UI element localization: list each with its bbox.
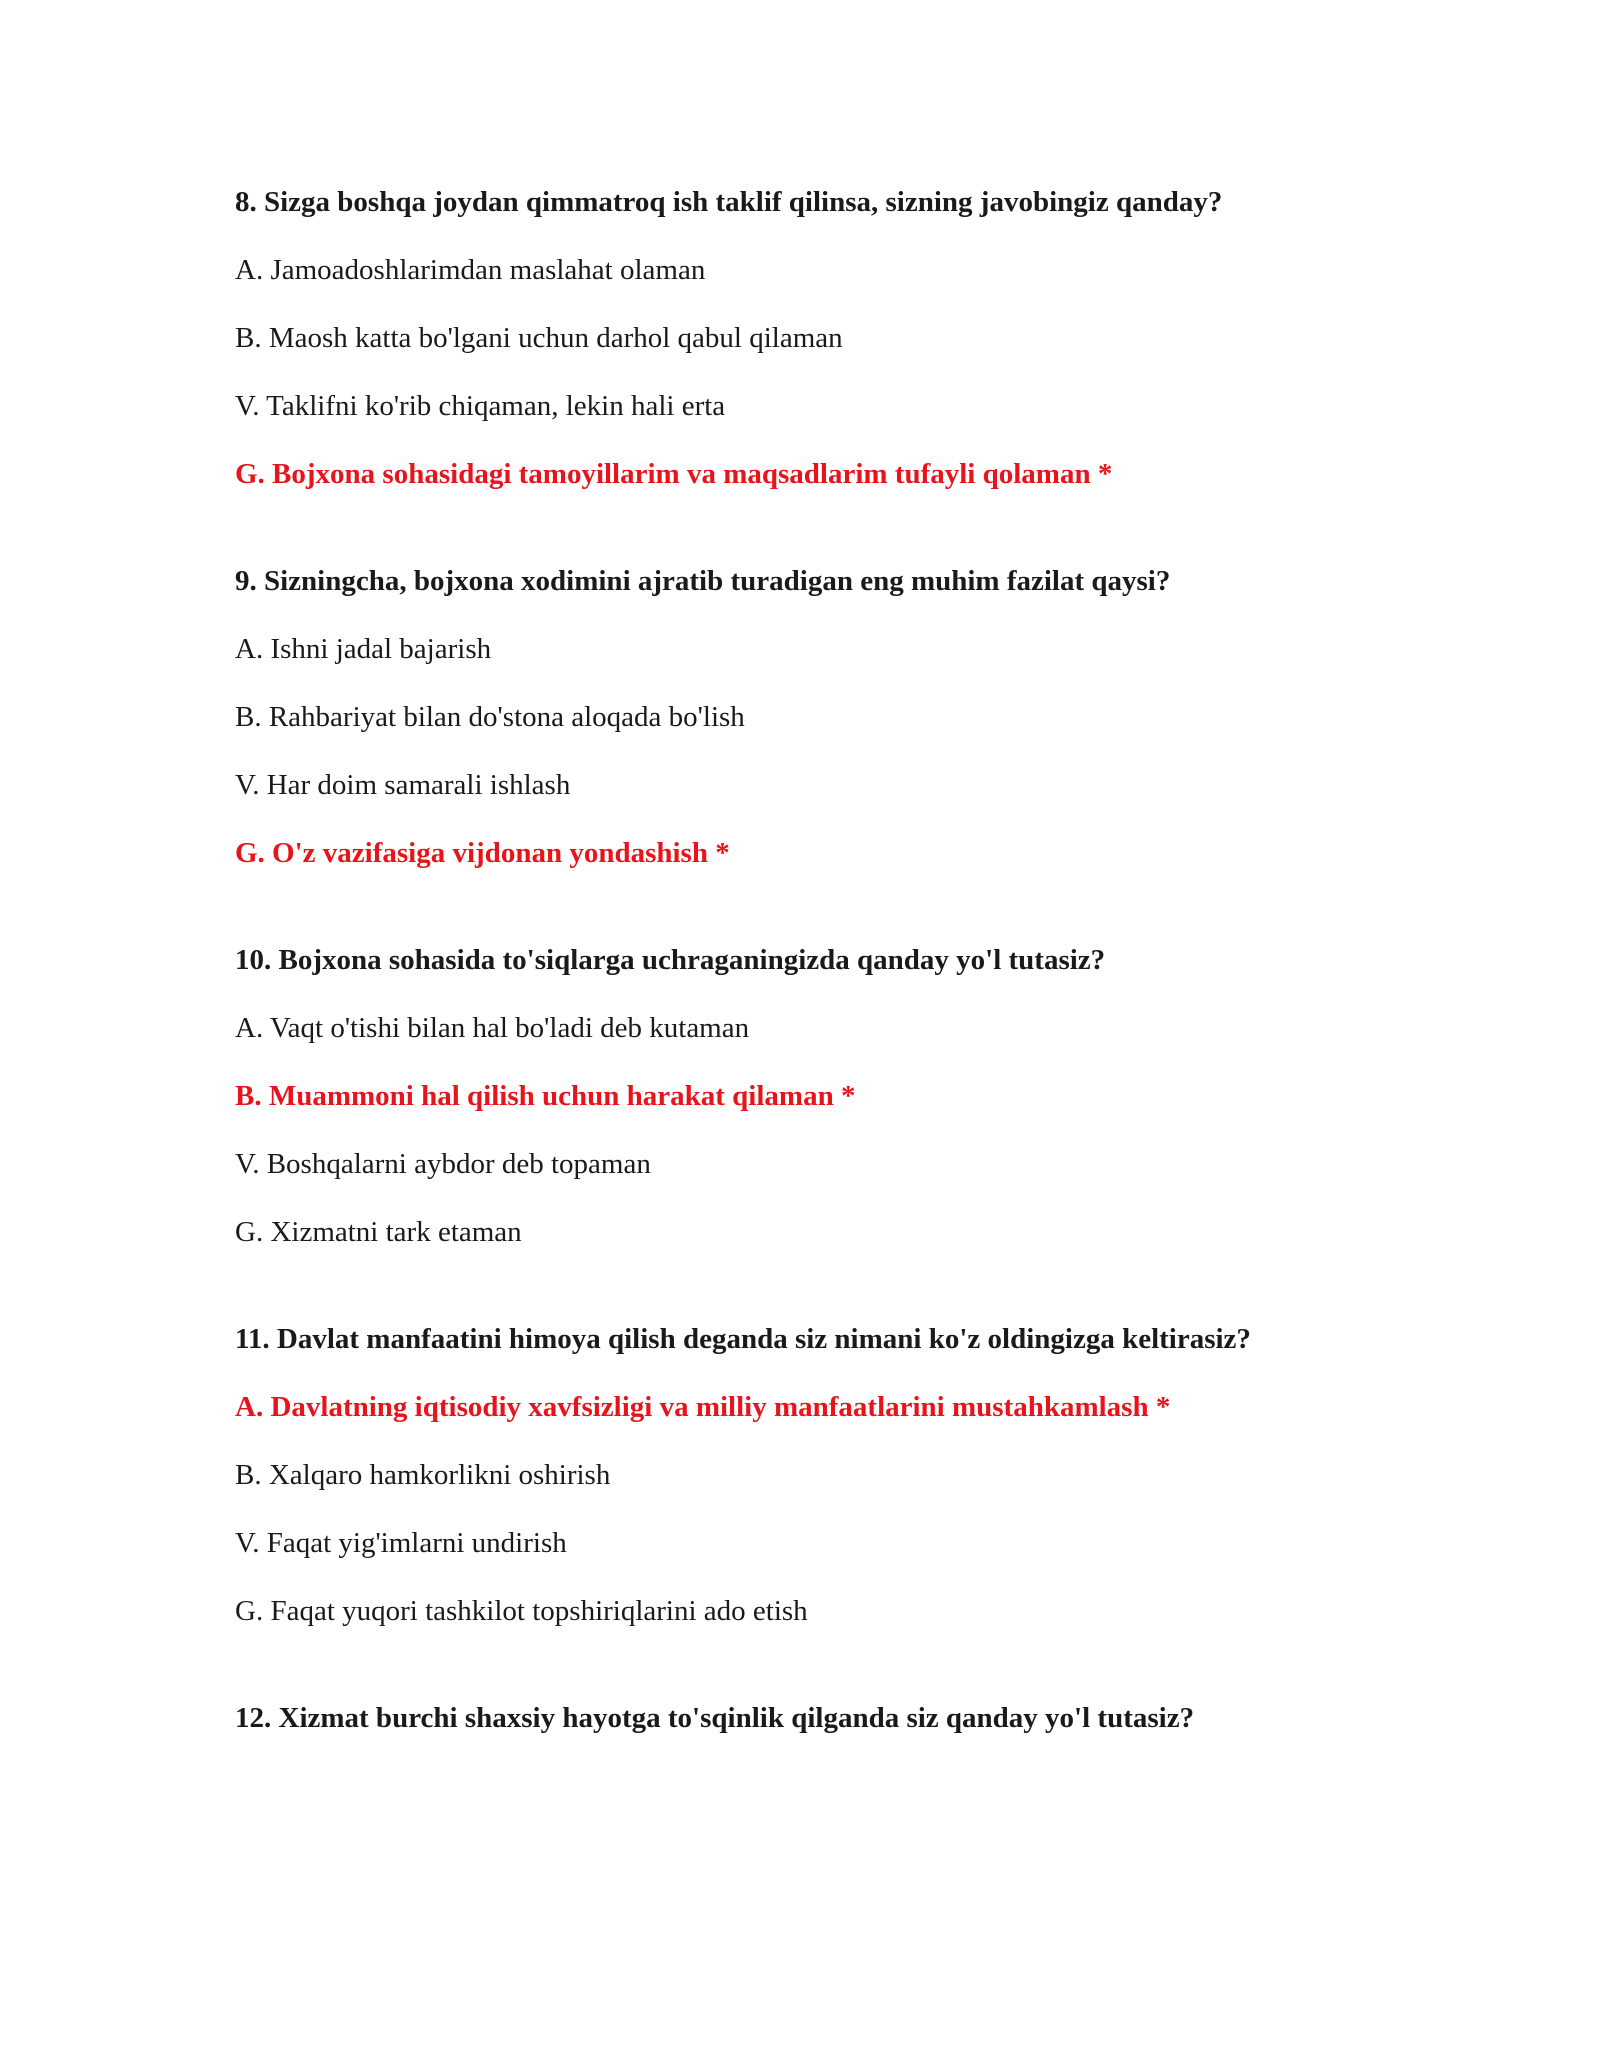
question-block-12 xyxy=(235,1698,1435,1738)
answer-option-v: V. Boshqalarni aybdor deb topaman xyxy=(235,1148,651,1180)
question-title: 9. Sizningcha, bojxona xodimini ajratib turadigan eng muhim fazilat qaysi? xyxy=(235,565,1171,597)
question-block-8 xyxy=(235,182,1435,494)
question-block-10 xyxy=(235,940,1435,1252)
answer-option-a-correct: A. Davlatning iqtisodiy xavfsizligi va milliy manfaatlarini mustahkamlash * xyxy=(235,1391,1171,1423)
question-title: 12. Xizmat burchi shaxsiy hayotga to'sqinlik qilganda siz qanday yo'l tutasiz? xyxy=(235,1702,1195,1734)
question-title: 11. Davlat manfaatini himoya qilish deganda siz nimani ko'z oldingizga keltirasiz? xyxy=(235,1323,1251,1355)
question-block-11 xyxy=(235,1319,1435,1631)
answer-option-a: A. Ishni jadal bajarish xyxy=(235,633,492,665)
answer-option-b: B. Maosh katta bo'lgani uchun darhol qabul qilaman xyxy=(235,322,843,354)
question-block-9 xyxy=(235,561,1435,873)
answer-option-a: A. Jamoadoshlarimdan maslahat olaman xyxy=(235,254,706,286)
document-page xyxy=(235,182,1435,1766)
answer-option-g-correct: G. O'z vazifasiga vijdonan yondashish * xyxy=(235,837,730,869)
answer-option-g: G. Faqat yuqori tashkilot topshiriqlarini ado etish xyxy=(235,1595,808,1627)
answer-option-v: V. Taklifni ko'rib chiqaman, lekin hali erta xyxy=(235,390,726,422)
answer-option-g: G. Xizmatni tark etaman xyxy=(235,1216,522,1248)
answer-option-v: V. Faqat yig'imlarni undirish xyxy=(235,1527,567,1559)
answer-option-b: B. Xalqaro hamkorlikni oshirish xyxy=(235,1459,611,1491)
answer-option-b-correct: B. Muammoni hal qilish uchun harakat qilaman * xyxy=(235,1080,856,1112)
question-title: 10. Bojxona sohasida to'siqlarga uchraganingizda qanday yo'l tutasiz? xyxy=(235,944,1106,976)
question-title: 8. Sizga boshqa joydan qimmatroq ish taklif qilinsa, sizning javobingiz qanday? xyxy=(235,186,1223,218)
answer-option-v: V. Har doim samarali ishlash xyxy=(235,769,571,801)
answer-option-b: B. Rahbariyat bilan do'stona aloqada bo'lish xyxy=(235,701,745,733)
answer-option-a: A. Vaqt o'tishi bilan hal bo'ladi deb kutaman xyxy=(235,1012,750,1044)
answer-option-g-correct: G. Bojxona sohasidagi tamoyillarim va maqsadlarim tufayli qolaman * xyxy=(235,458,1113,490)
